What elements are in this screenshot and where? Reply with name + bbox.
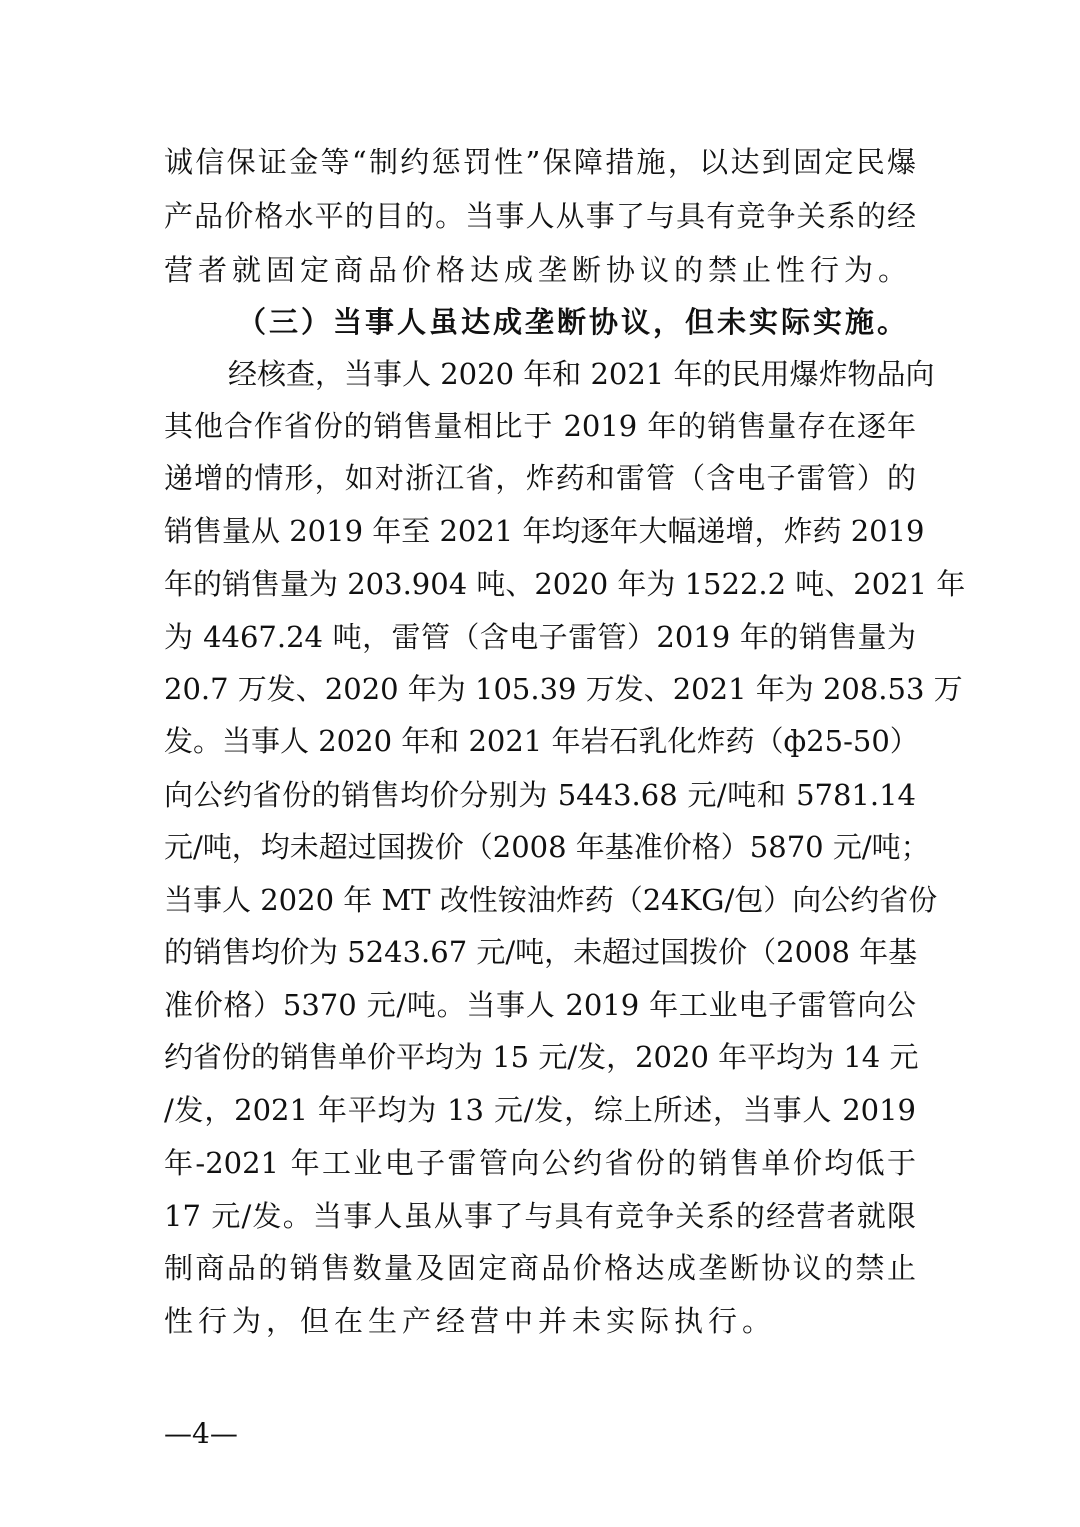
body-text-line: 元/吨，均未超过国拨价（2008 年基准价格）5870 元/吨；: [164, 830, 930, 864]
body-text-line: 当事人 2020 年 MT 改性铵油炸药（24KG/包）向公约省份: [164, 883, 938, 917]
body-text-line: 的销售均价为 5243.67 元/吨，未超过国拨价（2008 年基: [164, 935, 918, 969]
body-text-line: 约省份的销售单价平均为 15 元/发，2020 年平均为 14 元: [164, 1040, 919, 1074]
body-text-line: 销售量从 2019 年至 2021 年均逐年大幅递增，炸药 2019: [164, 514, 925, 548]
body-text-line: 发。当事人 2020 年和 2021 年岩石乳化炸药（ф25-50）: [164, 724, 919, 758]
section-heading: （三）当事人虽达成垄断协议，但未实际实施。: [237, 305, 910, 339]
page-number: —4—: [164, 1417, 238, 1450]
body-text-line: 制商品的销售数量及固定商品价格达成垄断协议的禁止: [164, 1251, 916, 1285]
body-text-line: 为 4467.24 吨，雷管（含电子雷管）2019 年的销售量为: [164, 620, 916, 654]
body-text-line: 性行为，但在生产经营中并未实际执行。: [164, 1304, 777, 1338]
body-text-line: 经核查，当事人 2020 年和 2021 年的民用爆炸物品向: [228, 357, 935, 391]
body-text-line: 年-2021 年工业电子雷管向公约省份的销售单价均低于: [164, 1146, 916, 1180]
body-text-line: 17 元/发。当事人虽从事了与具有竞争关系的经营者就限: [164, 1199, 916, 1233]
body-text-line: 向公约省份的销售均价分别为 5443.68 元/吨和 5781.14: [164, 778, 916, 812]
body-text-line: 20.7 万发、2020 年为 105.39 万发、2021 年为 208.53 万: [164, 672, 963, 706]
body-text-line: 产品价格水平的目的。当事人从事了与具有竞争关系的经: [164, 199, 916, 233]
body-text-line: 其他合作省份的销售量相比于 2019 年的销售量存在逐年: [164, 409, 916, 443]
body-text-line: /发，2021 年平均为 13 元/发，综上所述，当事人 2019: [164, 1093, 916, 1127]
body-text-line: 准价格）5370 元/吨。当事人 2019 年工业电子雷管向公: [164, 988, 916, 1022]
body-text-line: 年的销售量为 203.904 吨、2020 年为 1522.2 吨、2021 年: [164, 567, 966, 601]
body-text-line: 诚信保证金等“制约惩罚性”保障措施，以达到固定民爆: [164, 145, 916, 179]
body-text-line: 营者就固定商品价格达成垄断协议的禁止性行为。: [164, 253, 913, 287]
body-text-line: 递增的情形，如对浙江省，炸药和雷管（含电子雷管）的: [164, 461, 916, 495]
